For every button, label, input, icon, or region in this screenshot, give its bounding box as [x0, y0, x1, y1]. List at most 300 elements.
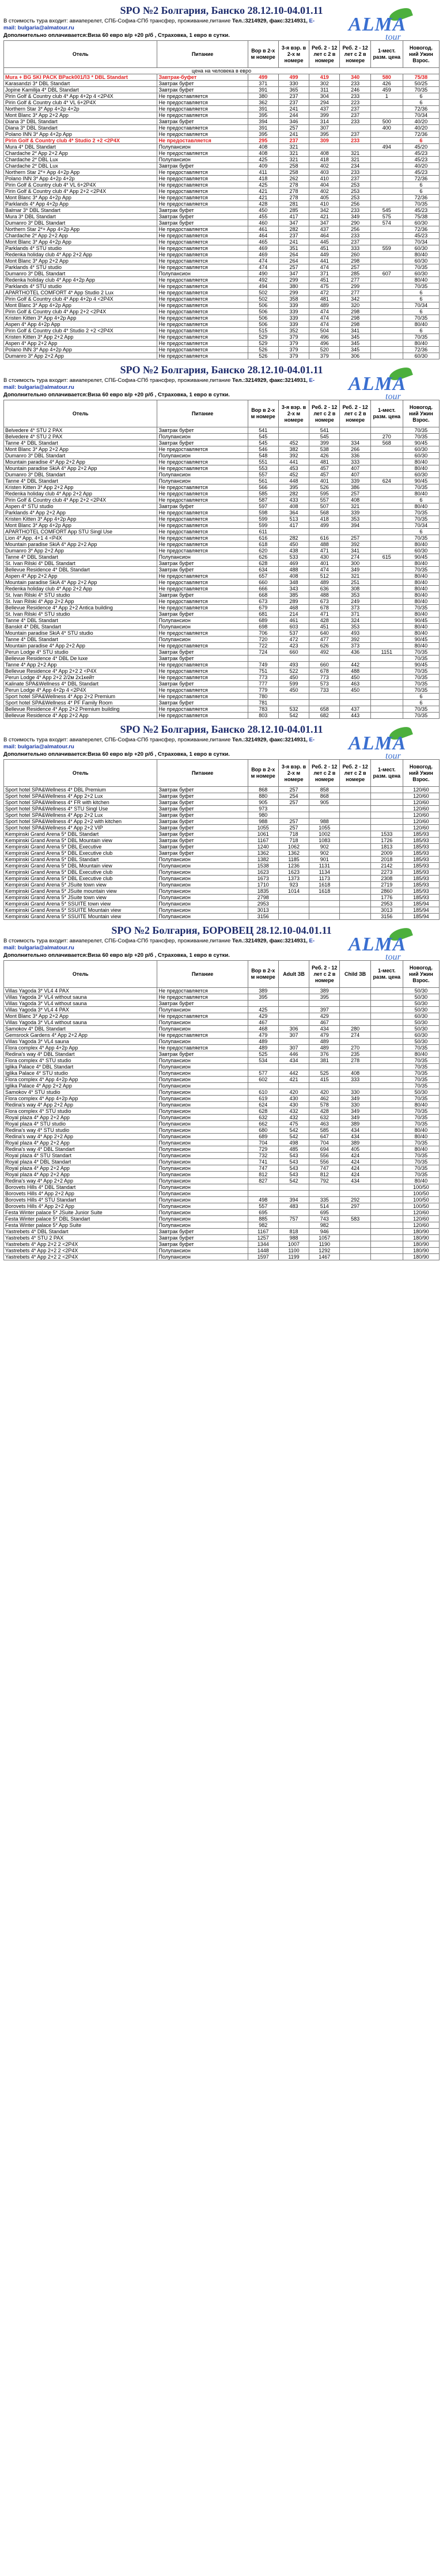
price-cell: 542: [278, 713, 309, 719]
price-cell: 415: [309, 1077, 340, 1083]
hotel-name: Polano INN 3* App 4+2p App: [4, 347, 157, 353]
price-cell: 472: [309, 290, 340, 296]
meal-plan: Завтрак буфет: [157, 844, 248, 850]
hotel-name: Mountain paradise 4* App 2+2 App: [4, 643, 157, 649]
price-cell: 1055: [309, 825, 340, 831]
price-cell: 506: [248, 309, 278, 315]
meal-plan: Полупансион: [157, 1140, 248, 1146]
hotel-name: Kristen Kitten 3* App 2+2 App: [4, 484, 157, 491]
price-cell: 602: [248, 1077, 278, 1083]
hotel-name: Mura 3* DBL Standart: [4, 214, 157, 220]
price-cell: 443: [340, 713, 370, 719]
hotel-name: Bellevue Residence 4* App 2+2 App: [4, 713, 157, 719]
price-cell: 120/60: [403, 1222, 439, 1229]
price-cell: 249: [340, 598, 370, 605]
meal-plan: Не предоставляется: [157, 138, 248, 144]
table-row: [4, 353, 440, 359]
price-cell: 342: [309, 207, 340, 214]
price-cell: 278: [278, 182, 309, 188]
price-cell: 541: [248, 427, 278, 434]
price-cell: 237: [278, 138, 309, 144]
price-cell: 743: [309, 1216, 340, 1222]
table-row: [4, 637, 440, 643]
price-cell: 424: [340, 1172, 370, 1178]
price-cell: [370, 681, 403, 687]
price-cell: 257: [340, 491, 370, 497]
price-cell: 1467: [309, 1254, 340, 1260]
price-cell: 442: [278, 1070, 309, 1077]
price-cell: 180/90: [403, 1241, 439, 1248]
price-cell: 70/35: [403, 264, 439, 271]
price-cell: 522: [278, 668, 309, 675]
price-cell: 1618: [309, 888, 340, 895]
price-cell: 80/40: [403, 611, 439, 618]
price-cell: [278, 1184, 309, 1191]
meal-plan: Полупансион: [157, 1089, 248, 1096]
hotel-name: Borovets Hills 4* DBL Standart: [4, 1184, 157, 1191]
meal-plan: Не предоставляется: [157, 1045, 248, 1051]
price-cell: 6: [403, 290, 439, 296]
price-cell: [340, 806, 370, 812]
price-cell: [370, 302, 403, 309]
meal-plan: Завтрак буфет: [157, 656, 248, 662]
price-cell: 679: [248, 605, 278, 611]
price-cell: 185/93: [403, 857, 439, 863]
table-row: [4, 681, 440, 687]
price-cell: 599: [248, 516, 278, 522]
price-cell: 290: [340, 220, 370, 226]
hotel-name: Aspen 4* App 2+2 App: [4, 573, 157, 579]
meal-plan: Полупансион: [157, 1191, 248, 1197]
price-cell: 561: [248, 478, 278, 484]
meal-plan: Завтрак буфет: [157, 850, 248, 857]
price-cell: 100/50: [403, 1184, 439, 1191]
meal-plan: Не предоставляется: [157, 516, 248, 522]
price-cell: [340, 831, 370, 838]
meal-plan: Не предоставляется: [157, 643, 248, 649]
price-cell: [340, 914, 370, 920]
table-row: [4, 112, 440, 119]
price-cell: [278, 1210, 309, 1216]
price-cell: 60/30: [403, 353, 439, 359]
meal-plan: Полупансион: [157, 1184, 248, 1191]
meal-plan: Завтрак буфет: [157, 649, 248, 656]
hotel-name: Royal plaza 4* App 2+2 App: [4, 1172, 157, 1178]
meal-plan: Не предоставляется: [157, 988, 248, 994]
price-cell: 479: [248, 1032, 278, 1039]
price-cell: 1533: [370, 831, 403, 838]
hotel-name: Pirin Golf & Country club 4* VL 6+2P4Х: [4, 100, 157, 106]
table-row: [4, 819, 440, 825]
price-cell: [370, 1184, 403, 1191]
includes-text: В стоимость тура входит: авиаперелет, СПБ-Софиа-СПб трансфер, проживание,питание: [3, 938, 232, 944]
meal-plan: Не предоставляется: [157, 252, 248, 258]
price-cell: [370, 1235, 403, 1241]
price-cell: 457: [309, 465, 340, 472]
meal-plan: Не предоставляется: [157, 1013, 248, 1020]
price-cell: 180/90: [403, 1235, 439, 1241]
price-cell: 428: [309, 618, 340, 624]
hotel-name: Yastrebets 4* App 2+2 2 <2P4X: [4, 1248, 157, 1254]
price-cell: 349: [340, 214, 370, 220]
table-row: [4, 201, 440, 207]
meal-plan: Не предоставляется: [157, 328, 248, 334]
price-cell: 2009: [370, 850, 403, 857]
price-cell: 70/35: [403, 1083, 439, 1089]
price-cell: 499: [278, 74, 309, 81]
table-row: [4, 1064, 440, 1070]
hotel-name: Royal plaza 4* App 2+2 App: [4, 1165, 157, 1172]
price-cell: [370, 1203, 403, 1210]
meal-plan: Не предоставляется: [157, 188, 248, 195]
price-cell: [370, 630, 403, 637]
price-cell: 257: [278, 819, 309, 825]
price-cell: 428: [309, 1108, 340, 1115]
price-cell: 450: [278, 687, 309, 694]
price-cell: [309, 694, 340, 700]
price-cell: 60/30: [403, 220, 439, 226]
price-cell: 1382: [248, 857, 278, 863]
hotel-name: Redenka holiday club 4* App 2+2 App: [4, 491, 157, 497]
price-cell: 678: [309, 605, 340, 611]
price-cell: 469: [278, 560, 309, 567]
hotel-name: Mont Blanc 3* App 4+2p App: [4, 522, 157, 529]
hotel-name: Mont Blanc 3* App 2+2 App: [4, 258, 157, 264]
price-cell: [278, 1222, 309, 1229]
price-cell: 496: [309, 334, 340, 340]
meal-plan: Не предоставляется: [157, 302, 248, 309]
price-cell: 120/60: [403, 812, 439, 819]
price-cell: 1190: [309, 1241, 340, 1248]
price-cell: 70/35: [403, 283, 439, 290]
table-row: [4, 516, 440, 522]
price-cell: 533: [278, 554, 309, 560]
meal-plan: Не предоставляется: [157, 277, 248, 283]
column-header: Реб. 2 - 12 лет с 2 в номере: [340, 41, 370, 68]
price-cell: 453: [278, 465, 309, 472]
price-cell: 391: [248, 125, 278, 131]
price-cell: [340, 812, 370, 819]
price-cell: [370, 1001, 403, 1007]
price-cell: [370, 567, 403, 573]
price-cell: 45/23: [403, 150, 439, 157]
price-cell: 277: [340, 277, 370, 283]
price-cell: 253: [340, 188, 370, 195]
price-cell: 3156: [248, 914, 278, 920]
table-row: [4, 831, 440, 838]
price-cell: 792: [309, 1178, 340, 1184]
price-table: [3, 40, 440, 359]
table-row: [4, 567, 440, 573]
price-cell: 436: [340, 649, 370, 656]
price-cell: 185/93: [403, 850, 439, 857]
meal-plan: Полупансион: [157, 157, 248, 163]
hotel-name: Mont Blanc 3* App 2+2 App: [4, 1013, 157, 1020]
price-cell: [278, 700, 309, 706]
price-cell: 314: [309, 119, 340, 125]
hotel-name: Yastrebets 4* DBL Standart: [4, 1229, 157, 1235]
price-cell: [370, 472, 403, 478]
table-row: [4, 157, 440, 163]
price-cell: 90/45: [403, 637, 439, 643]
price-cell: 333: [340, 459, 370, 465]
price-cell: [340, 1184, 370, 1191]
table-row: [4, 1184, 440, 1191]
price-cell: 698: [248, 624, 278, 630]
table-row: [4, 876, 440, 882]
price-cell: 264: [278, 252, 309, 258]
price-cell: 624: [248, 1102, 278, 1108]
table-row: [4, 264, 440, 271]
price-cell: [278, 1001, 309, 1007]
price-cell: 1167: [248, 1229, 278, 1235]
price-cell: 451: [309, 245, 340, 252]
price-cell: 72/36: [403, 176, 439, 182]
price-cell: 490: [248, 271, 278, 277]
price-cell: 70/35: [403, 87, 439, 93]
price-cell: 494: [370, 144, 403, 150]
hotel-name: Royal plaza 4* STU studio: [4, 1121, 157, 1127]
price-cell: 2719: [370, 882, 403, 888]
price-cell: 1673: [248, 876, 278, 882]
price-cell: [370, 662, 403, 668]
price-cell: [278, 988, 309, 994]
price-cell: 437: [309, 106, 340, 112]
price-cell: [370, 264, 403, 271]
price-cell: 335: [309, 1197, 340, 1203]
price-cell: [309, 144, 340, 150]
includes-text: В стоимость тура входит: авиаперелет, СПБ-Софиа-СПб трансфер, проживание,питание: [3, 18, 232, 24]
contact-email[interactable]: E-mail: bulgaria@almatour.ru: [3, 18, 315, 31]
price-cell: 120/60: [403, 800, 439, 806]
price-cell: 341: [340, 328, 370, 334]
price-cell: [370, 252, 403, 258]
price-cell: 343: [278, 586, 309, 592]
price-cell: 246: [340, 87, 370, 93]
price-cell: 278: [278, 195, 309, 201]
price-cell: [278, 694, 309, 700]
price-cell: [340, 994, 370, 1001]
price-cell: 379: [278, 334, 309, 340]
meal-plan: Полупансион: [157, 1146, 248, 1153]
meal-plan: Полупансион: [157, 857, 248, 863]
price-cell: 50/30: [403, 1020, 439, 1026]
column-header: Реб. 2 - 12 лет с 2 в номере: [309, 400, 340, 427]
price-cell: 50/30: [403, 1039, 439, 1045]
meal-plan: Завтрак буфет: [157, 207, 248, 214]
meal-plan: Не предоставляется: [157, 630, 248, 637]
hotel-name: Kempinski Grand Arena 5* DBL Executive club: [4, 850, 157, 857]
table-row: [4, 214, 440, 220]
price-cell: 1185: [278, 857, 309, 863]
table-row: [4, 119, 440, 125]
contact-email[interactable]: E-mail: bulgaria@almatour.ru: [3, 377, 315, 391]
price-cell: 185/93: [403, 882, 439, 888]
price-cell: 262: [278, 176, 309, 182]
price-cell: 404: [309, 182, 340, 188]
price-cell: 336: [340, 453, 370, 459]
price-cell: [370, 459, 403, 465]
price-cell: 1236: [278, 863, 309, 869]
price-cell: 543: [278, 1153, 309, 1159]
price-cell: 244: [278, 112, 309, 119]
price-cell: 185/93: [403, 863, 439, 869]
meal-plan: Полупансион: [157, 1064, 248, 1070]
price-cell: 420: [278, 1089, 309, 1096]
price-cell: 339: [340, 510, 370, 516]
hotel-name: Dumanro 3* DBL Standart: [4, 472, 157, 478]
meal-plan: Не предоставляется: [157, 713, 248, 719]
price-cell: [370, 592, 403, 598]
price-cell: [340, 876, 370, 882]
price-cell: 694: [309, 1146, 340, 1153]
price-cell: 339: [278, 315, 309, 321]
table-row: [4, 334, 440, 340]
extra-payment-note: Дополнительно оплачивается:Виза 60 евро в/р +20 р/б , Страховка, 1 евро в сутки.: [3, 32, 230, 39]
price-cell: 80/40: [403, 1051, 439, 1058]
price-cell: 70/35: [403, 1140, 439, 1146]
meal-plan: Завтрак буфет: [157, 87, 248, 93]
price-cell: 6: [403, 328, 439, 334]
price-cell: 72/36: [403, 131, 439, 138]
price-cell: 474: [248, 264, 278, 271]
price-cell: [370, 1089, 403, 1096]
price-cell: 489: [248, 1039, 278, 1045]
contact-email[interactable]: E-mail: bulgaria@almatour.ru: [3, 938, 315, 951]
price-cell: 237: [278, 93, 309, 100]
price-cell: [370, 427, 403, 434]
hotel-name: Polano INN 3* App 4+2p App: [4, 131, 157, 138]
logo-word-tour: tour: [385, 32, 401, 42]
price-cell: 542: [278, 1134, 309, 1140]
price-cell: 75/38: [403, 74, 439, 81]
price-cell: 459: [370, 87, 403, 93]
price-cell: [370, 150, 403, 157]
hotel-name: Gemsrock Gardens 4* App 2+2 App: [4, 1032, 157, 1039]
price-cell: 681: [248, 611, 278, 618]
table-row: [4, 296, 440, 302]
price-cell: [370, 315, 403, 321]
price-cell: 330: [340, 1089, 370, 1096]
price-cell: 257: [278, 264, 309, 271]
meal-plan: Не предоставляется: [157, 541, 248, 548]
price-cell: [340, 1241, 370, 1248]
price-cell: 504: [309, 328, 340, 334]
price-cell: 233: [340, 169, 370, 176]
meal-plan: Полупансион: [157, 1153, 248, 1159]
hotel-name: Parklands 4* App 4+2p App: [4, 201, 157, 207]
price-cell: [309, 914, 340, 920]
price-cell: 751: [248, 668, 278, 675]
price-section: [0, 719, 443, 920]
price-cell: 380: [278, 283, 309, 290]
price-cell: 463: [340, 681, 370, 687]
price-cell: [370, 787, 403, 793]
column-header: Вор в 2-х м номере: [248, 400, 278, 427]
table-row: [4, 700, 440, 706]
table-row: [4, 328, 440, 334]
hotel-name: Royal plaza 4* App 2+2 App: [4, 1140, 157, 1146]
hotel-name: Pirin Golf & Country club 4* Studio 2 +2 <2P4X: [4, 138, 157, 144]
price-cell: 425: [248, 1007, 278, 1013]
meal-plan: Завтрак буфет: [157, 1229, 248, 1235]
hotel-name: Kempinski Grand Arena 5* DBL Executive club: [4, 876, 157, 882]
price-cell: 980: [248, 812, 278, 819]
column-header: Реб. 2 - 12 лет с 2 в номере: [340, 760, 370, 787]
price-cell: 321: [278, 150, 309, 157]
hotel-name: Yastrebets 4* STU 2 PAX: [4, 1235, 157, 1241]
price-cell: 1618: [309, 882, 340, 888]
table-row: [4, 1153, 440, 1159]
price-cell: 718: [278, 831, 309, 838]
hotel-name: Sport hotel SPA&Wellness 4* App 2+2 Lux: [4, 793, 157, 800]
price-cell: 237: [278, 100, 309, 106]
price-cell: 234: [340, 163, 370, 169]
price-cell: 80/40: [403, 1127, 439, 1134]
table-row: [4, 914, 440, 920]
column-header: 1-мест. разм. цена: [370, 961, 403, 988]
hotel-name: Borovets Hills 4* STU Standart: [4, 1197, 157, 1203]
price-cell: [370, 1178, 403, 1184]
price-cell: 858: [309, 787, 340, 793]
price-cell: 474: [309, 315, 340, 321]
price-cell: [370, 1127, 403, 1134]
price-cell: 773: [248, 675, 278, 681]
contact-email[interactable]: E-mail: bulgaria@almatour.ru: [3, 737, 315, 750]
table-header-row: [4, 400, 440, 427]
hotel-name: Chardache 2* App 2+2 App: [4, 150, 157, 157]
table-row: [4, 427, 440, 434]
price-cell: 660: [278, 649, 309, 656]
price-cell: 70/35: [403, 713, 439, 719]
price-cell: 379: [278, 340, 309, 347]
column-header: Новогод. ний Ужин Взрос.: [403, 400, 439, 427]
price-cell: 474: [309, 321, 340, 328]
price-cell: 70/35: [403, 427, 439, 434]
column-header: Новогод. ний Ужин Взрос.: [403, 41, 439, 68]
hotel-name: Bellevue Residence 4* DBL De luxe: [4, 656, 157, 662]
hotel-name: Chardache 2* DBL Lux: [4, 157, 157, 163]
price-cell: 526: [248, 353, 278, 359]
meal-plan: Завтрак буфет: [157, 806, 248, 812]
price-cell: 542: [278, 1127, 309, 1134]
price-cell: [309, 700, 340, 706]
table-header-row: [4, 961, 440, 988]
price-cell: [370, 800, 403, 806]
price-cell: 380: [248, 93, 278, 100]
hotel-name: Villas Yagoda 3* VL4 without sauna: [4, 994, 157, 1001]
price-cell: 266: [340, 446, 370, 453]
price-cell: 403: [309, 169, 340, 176]
hotel-name: Banskit 4* DBL Standart: [4, 624, 157, 630]
price-cell: 408: [340, 497, 370, 503]
table-row: [4, 321, 440, 328]
price-cell: [370, 994, 403, 1001]
hotel-name: Bellevue Residence 4* App 2+2 2 <P4X: [4, 668, 157, 675]
price-cell: 70/35: [403, 1070, 439, 1077]
contact-phones: Тел.:3214929, факс:3214931,: [232, 737, 309, 743]
price-cell: 434: [309, 1026, 340, 1032]
price-cell: 494: [248, 283, 278, 290]
price-cell: 253: [340, 182, 370, 188]
price-cell: 391: [248, 87, 278, 93]
price-cell: 237: [340, 176, 370, 182]
meal-plan: Завтрак буфет: [157, 163, 248, 169]
price-cell: 298: [340, 321, 370, 328]
price-cell: 120/60: [403, 806, 439, 812]
price-cell: 60/30: [403, 271, 439, 277]
price-cell: [370, 1159, 403, 1165]
